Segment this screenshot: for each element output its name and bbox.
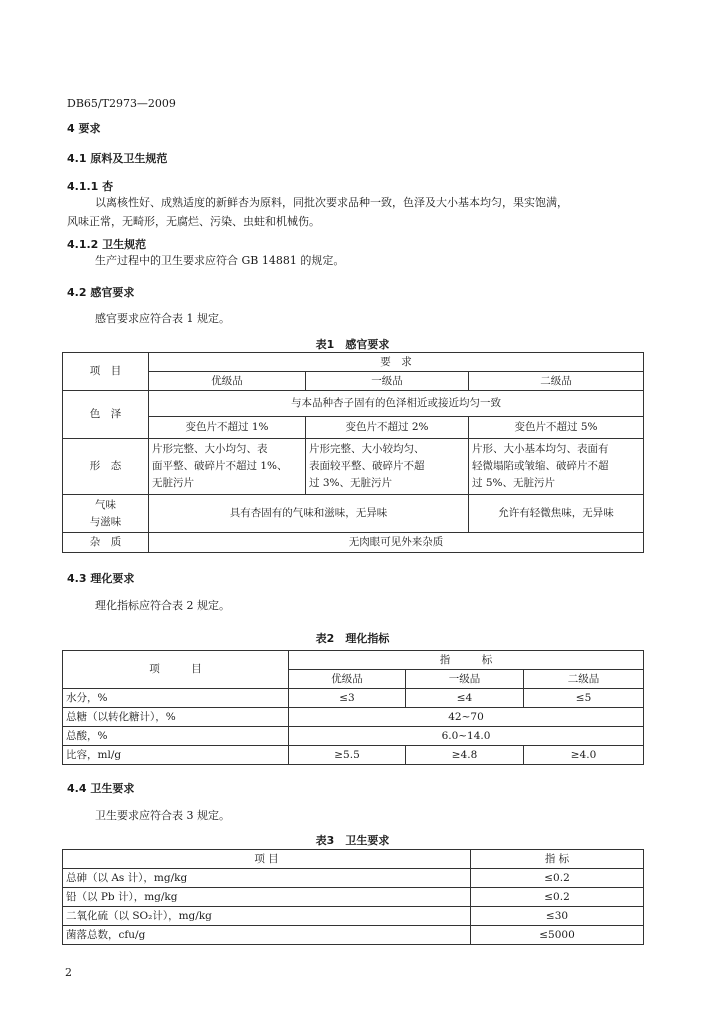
table2-item: 总糖（以转化糖计），%: [63, 708, 289, 727]
table-row: [63, 869, 644, 888]
section-4-1-2-heading: 4.1.2 卫生规范: [67, 238, 147, 251]
table2-value-merged: 42~70: [289, 708, 644, 727]
table3-caption: 表3 卫生要求: [315, 834, 390, 847]
table2-caption: 表2 理化指标: [315, 632, 390, 645]
table2-grade: 一级品: [406, 670, 524, 689]
table-row: [63, 907, 644, 926]
table2-item: 水分，%: [63, 689, 289, 708]
document-code: DB65/T2973—2009: [67, 97, 176, 110]
table-row: [63, 888, 644, 907]
table1-row-label-smell: 气味 与滋味: [63, 495, 149, 533]
table1-sensory: [62, 352, 644, 553]
table3-value: ≤30: [471, 907, 644, 926]
table2-value: ≥4.0: [524, 746, 644, 765]
table1-shape-grade1: 片形完整、大小均匀、表 面平整、破碎片不超过 1%、 无脏污片: [149, 439, 306, 495]
table-row: [63, 926, 644, 945]
section-4-1-heading: 4.1 原料及卫生规范: [67, 152, 168, 165]
section-4-1-2-text: 生产过程中的卫生要求应符合 GB 14881 的规定。: [95, 254, 345, 267]
table2-value-merged: 6.0~14.0: [289, 727, 644, 746]
table1-color-grade: 变色片不超过 1%: [149, 417, 306, 439]
table3-hygiene: [62, 849, 644, 945]
table1-color-common: 与本品种杏子固有的色泽相近或接近均匀一致: [149, 391, 644, 417]
table3-item: 二氧化硫（以 SO₂计），mg/kg: [63, 907, 471, 926]
table1-row-label-shape: 形 态: [63, 439, 149, 495]
table2-value: ≤4: [406, 689, 524, 708]
table-row: [63, 689, 644, 708]
table3-value: ≤5000: [471, 926, 644, 945]
table2-item: 总酸，%: [63, 727, 289, 746]
table3-item: 总砷（以 As 计），mg/kg: [63, 869, 471, 888]
section-4-4-heading: 4.4 卫生要求: [67, 782, 135, 795]
table-row: [63, 708, 644, 727]
section-4-1-1-line1: 以离核性好、成熟适度的新鲜杏为原料，同批次要求品种一致，色泽及大小基本均匀，果实饱满，: [95, 196, 568, 209]
table1-smell-grade3: 允许有轻微焦味，无异味: [469, 495, 644, 533]
table1-grade: 一级品: [306, 372, 469, 391]
section-4-1-1-heading: 4.1.1 杏: [67, 180, 114, 193]
table-row: [63, 727, 644, 746]
table1-row-label-color: 色 泽: [63, 391, 149, 439]
table1-smell-common: 具有杏固有的气味和滋味，无异味: [149, 495, 469, 533]
table2-value: ≤5: [524, 689, 644, 708]
section-4-heading: 4 要求: [67, 122, 101, 135]
section-4-2-text: 感官要求应符合表 1 规定。: [95, 312, 230, 325]
section-4-2-heading: 4.2 感官要求: [67, 286, 135, 299]
table1-grade: 二级品: [469, 372, 644, 391]
section-4-3-text: 理化指标应符合表 2 规定。: [95, 599, 230, 612]
table2-grade: 优级品: [289, 670, 406, 689]
page-number: 2: [65, 966, 72, 979]
table1-impurity-text: 无肉眼可见外来杂质: [149, 533, 644, 553]
table2-grade: 二级品: [524, 670, 644, 689]
table1-color-grade: 变色片不超过 5%: [469, 417, 644, 439]
section-4-4-text: 卫生要求应符合表 3 规定。: [95, 809, 230, 822]
table2-header-index: 指 标: [289, 651, 644, 670]
table1-grade: 优级品: [149, 372, 306, 391]
table3-value: ≤0.2: [471, 888, 644, 907]
table1-header-requirement: 要 求: [149, 353, 644, 372]
table3-item: 铅（以 Pb 计），mg/kg: [63, 888, 471, 907]
table2-physicochemical: [62, 650, 644, 765]
table3-item: 菌落总数，cfu/g: [63, 926, 471, 945]
table3-value: ≤0.2: [471, 869, 644, 888]
table1-row-label-impurity: 杂 质: [63, 533, 149, 553]
table1-shape-grade2: 片形完整、大小较均匀、 表面较平整、破碎片不超 过 3%、无脏污片: [306, 439, 469, 495]
table-row: [63, 746, 644, 765]
section-4-3-heading: 4.3 理化要求: [67, 572, 135, 585]
table1-color-grade: 变色片不超过 2%: [306, 417, 469, 439]
table2-item: 比容，ml/g: [63, 746, 289, 765]
table2-header-item: 项 目: [63, 651, 289, 689]
section-4-1-1-line2: 风味正常，无畸形，无腐烂、污染、虫蛀和机械伤。: [67, 215, 320, 228]
table3-header-item: 项 目: [63, 850, 471, 869]
table2-value: ≥4.8: [406, 746, 524, 765]
table1-caption: 表1 感官要求: [315, 338, 390, 351]
table1-shape-grade3: 片形、大小基本均匀、表面有 轻微塌陷或皱缩、破碎片不超 过 5%、无脏污片: [469, 439, 644, 495]
table2-value: ≤3: [289, 689, 406, 708]
table1-header-item: 项 目: [63, 353, 149, 391]
table2-value: ≥5.5: [289, 746, 406, 765]
table3-header-index: 指 标: [471, 850, 644, 869]
